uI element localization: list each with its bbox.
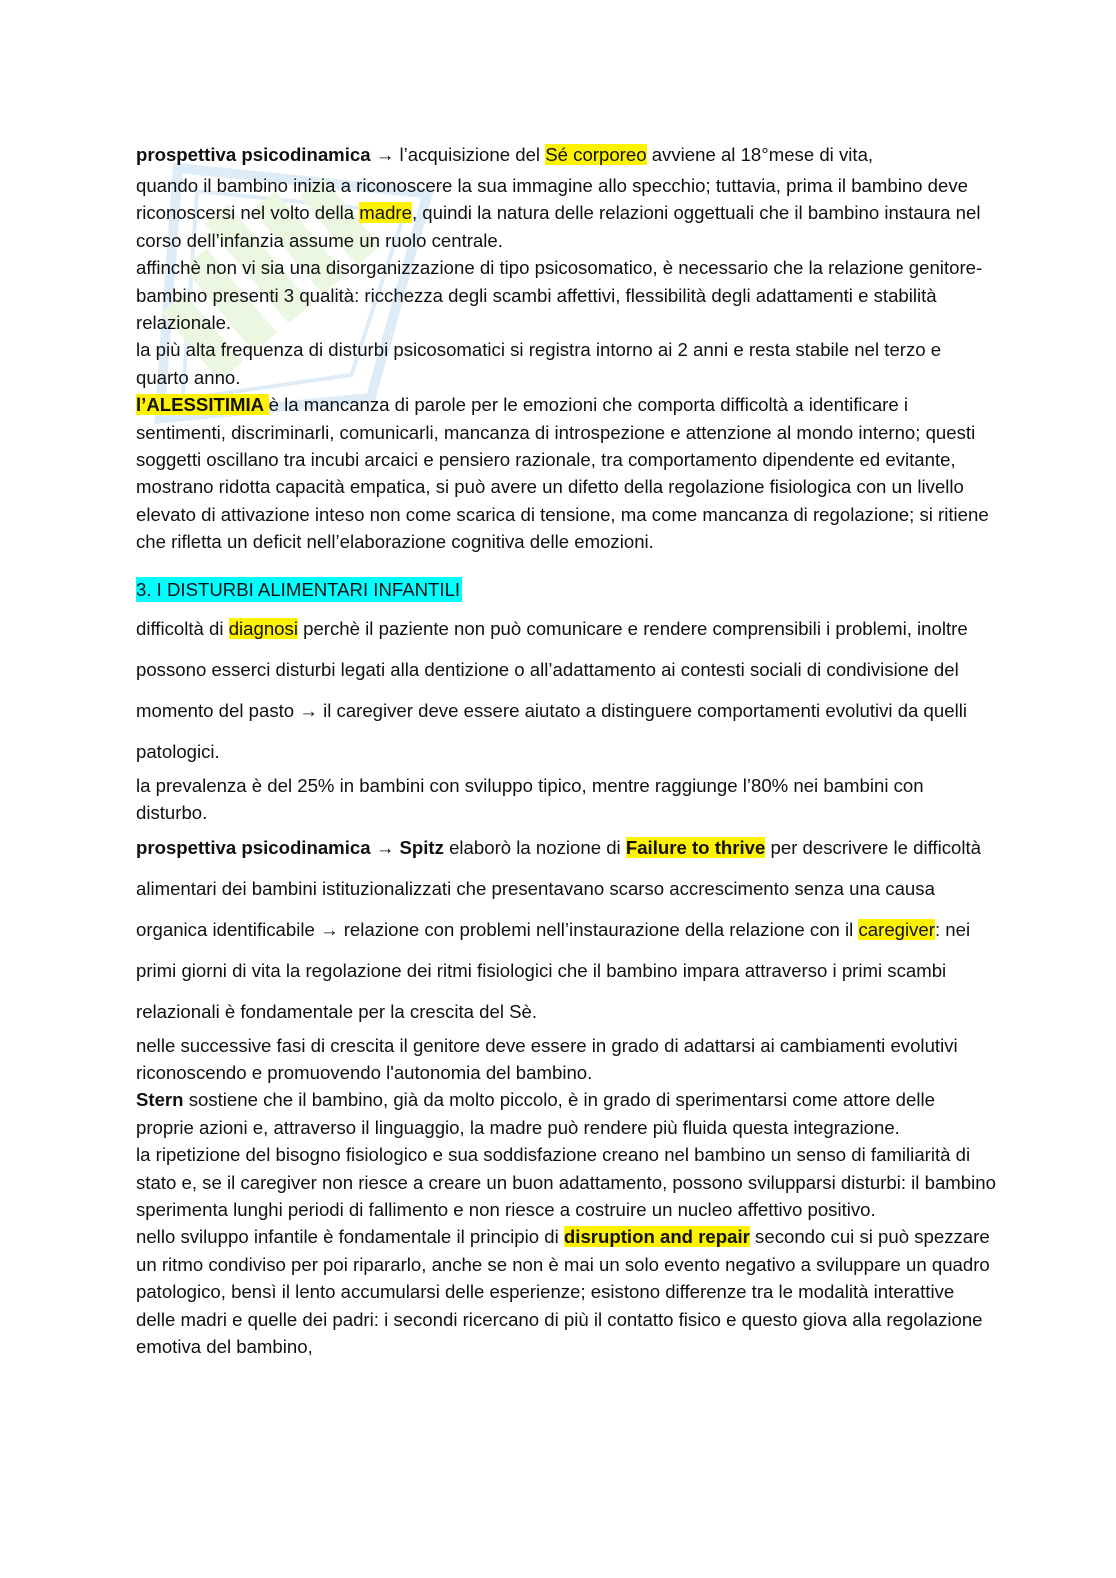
term-stern: Stern <box>136 1089 184 1111</box>
highlight-disruption-and-repair: disruption and repair <box>563 1226 750 1248</box>
paragraph-frequenza: la più alta frequenza di disturbi psicosomatici si registra intorno ai 2 anni e resta stabile nel terzo e quarto anno. <box>136 339 942 388</box>
highlight-se-corporeo: Sé corporeo <box>545 144 647 165</box>
paragraph-alessitimia: l’ALESSITIMIA è la mancanza di parole per le emozioni che comporta difficoltà a identificare i sentimenti, discriminarli, comunicarli, mancanza di introspezione e attenzione al mondo interno; questi soggetti oscillano tra incubi arcaici e pensiero razionale, tra comportamento dipendente ed evitante, mostrano ridotta capacità empatica, si può avere un difetto della regolazione fisiologica con un livello elevato di attivazione inteso non come scarica di tensione, ma come mancanza di regolazione; si ritiene che rifletta un deficit nell’elaborazione cognitiva delle emozioni. <box>136 394 989 553</box>
term-prospettiva-psicodinamica-2: prospettiva psicodinamica <box>136 836 371 858</box>
section-heading: 3. I DISTURBI ALIMENTARI INFANTILI <box>136 578 461 600</box>
highlight-failure-to-thrive: Failure to thrive <box>625 836 766 858</box>
paragraph-se-corporeo: prospettiva psicodinamica → l’acquisizione del Sé corporeo avviene al 18°mese di vita, quando il bambino inizia a riconoscere la sua immagine allo specchio; tuttavia, prima il bambino deve riconoscersi nel volto della madre, quindi la natura delle relazioni oggettuali che il bambino instaura nel corso dell’infanzia assume un ruolo centrale. <box>136 144 981 251</box>
paragraph-diagnosi: difficoltà di diagnosi perchè il paziente non può comunicare e rendere comprensibili i problemi, inoltre possono esserci disturbi legati alla dentizione o all’adattamento ai contesti sociali di condivisione del momento del pasto → il caregiver deve essere aiutato a distinguere comportamenti evolutivi da quelli patologici. <box>136 617 968 762</box>
highlight-caregiver: caregiver <box>858 918 935 940</box>
paragraph-disruption: nello sviluppo infantile è fondamentale il principio di disruption and repair secondo cui si può spezzare un ritmo condiviso per poi ripararlo, anche se non è mai un solo evento negativo a sviluppare un quadro patologico, bensì il lento accumularsi delle esperienze; esistono differenze tra le modalità interattive delle madri e quelle dei padri: i secondi ricercano di più il contatto fisico e questo giova alla regolazione emotiva del bambino, <box>136 1226 990 1357</box>
paragraph-disorganizzazione: affinchè non vi sia una disorganizzazione di tipo psicosomatico, è necessario che la relazione genitore-bambino presenti 3 qualità: ricchezza degli scambi affettivi, flessibilità degli adattamenti e stabilità relazionale. <box>136 257 983 334</box>
paragraph-prevalenza: la prevalenza è del 25% in bambini con sviluppo tipico, mentre raggiunge l’80% nei bambini con disturbo. <box>136 774 924 824</box>
highlight-diagnosi: diagnosi <box>228 617 298 639</box>
paragraph-fasi-crescita: nelle successive fasi di crescita il genitore deve essere in grado di adattarsi ai cambiamenti evolutivi riconoscendo e promuovendo l'autonomia del bambino. <box>136 1034 958 1083</box>
paragraph-ripetizione: la ripetizione del bisogno fisiologico e sua soddisfazione creano nel bambino un senso di familiarità di stato e, se il caregiver non riesce a creare un buon adattamento, possono svilupparsi disturbi: il bambino sperimenta lunghi periodi di fallimento e non riesce a costruire un nucleo affettivo positivo. <box>136 1144 996 1220</box>
paragraph-stern: Stern sostiene che il bambino, già da molto piccolo, è in grado di sperimentarsi come attore delle proprie azioni e, attraverso il linguaggio, la madre può rendere più fluida questa integrazione. <box>136 1089 935 1138</box>
document-body <box>136 138 996 1360</box>
paragraph-spitz: prospettiva psicodinamica → Spitz elaborò la nozione di Failure to thrive per descrivere le difficoltà alimentari dei bambini istituzionalizzati che presentavano scarso accrescimento senza una causa organica identificabile → relazione con problemi nell’instaurazione della relazione con il caregiver: nei primi giorni di vita la regolazione dei ritmi fisiologici che il bambino impara attraverso i primi scambi relazionali è fondamentale per la crescita del Sè. <box>136 836 981 1022</box>
highlight-alessitimia: l’ALESSITIMIA <box>136 394 269 416</box>
term-spitz: Spitz <box>399 836 444 858</box>
term-prospettiva-psicodinamica: prospettiva psicodinamica <box>136 144 371 165</box>
highlight-madre: madre <box>359 202 412 224</box>
